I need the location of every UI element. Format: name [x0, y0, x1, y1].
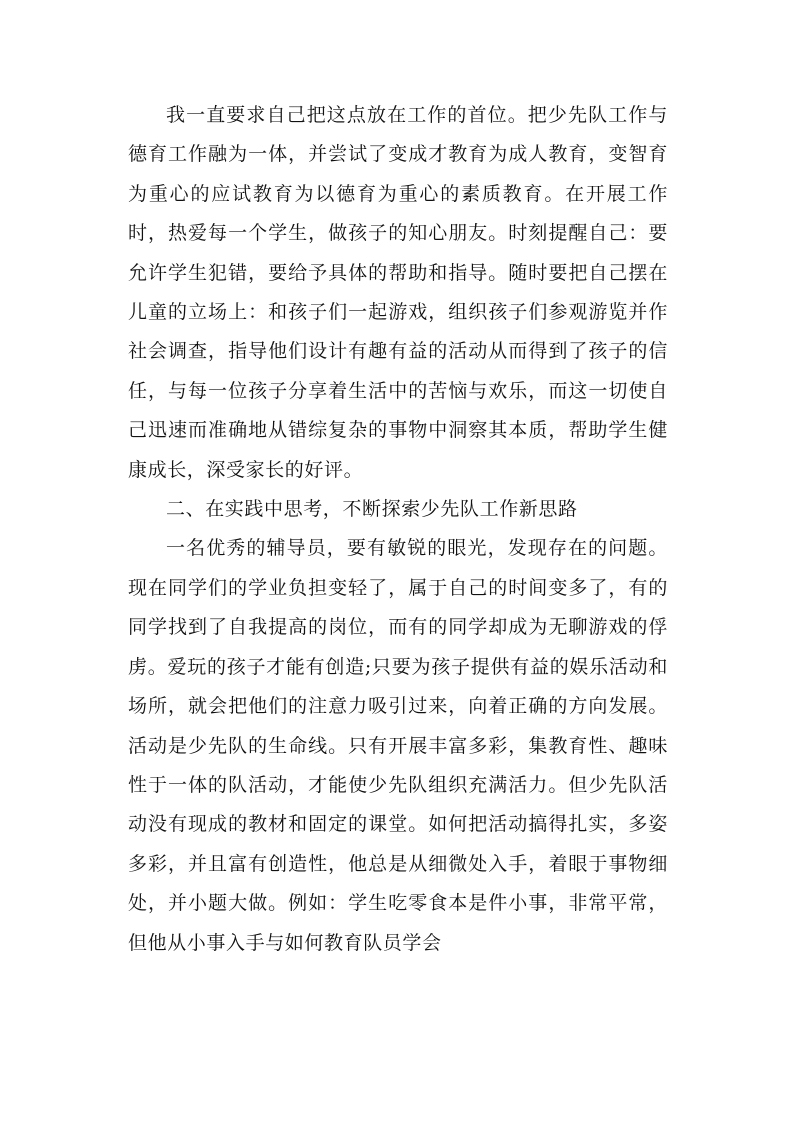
paragraph: 我一直要求自己把这点放在工作的首位。把少先队工作与德育工作融为一体，并尝试了变成才教育为成人教育，变智育为重心的应试教育为以德育为重心的素质教育。在开展工作时，热爱每一个学生，做孩子的知心朋友。时刻提醒自己：要允许学生犯错，要给予具体的帮助和指导。随时要把自己摆在儿童的立场上：和孩子们一起游戏，组织孩子们参观游览并作社会调查，指导他们设计有趣有益的活动从而得到了孩子的信任，与每一位孩子分享着生活中的苦恼与欢乐，而这一切使自己迅速而准确地从错综复杂的事物中洞察其本质，帮助学生健康成长，深受家长的好评。	[128, 104, 668, 481]
section-heading: 二、在实践中思考，不断探索少先队工作新思路	[166, 498, 578, 521]
paragraph: 一名优秀的辅导员，要有敏锐的眼光，发现存在的问题。现在同学们的学业负担变轻了，属于自己的时间变多了，有的同学找到了自我提高的岗位，而有的同学却成为无聊游戏的俘虏。爱玩的孩子才能有创造;只要为孩子提供有益的娱乐活动和场所，就会把他们的注意力吸引过来，向着正确的方向发展。活动是少先队的生命线。只有开展丰富多彩，集教育性、趣味性于一体的队活动，才能使少先队组织充满活力。但少先队活动没有现成的教材和固定的课堂。如何把活动搞得扎实，多姿多彩，并且富有创造性，他总是从细微处入手，着眼于事物细处，并小题大做。例如：学生吃零食本是件小事，非常平常，但他从小事入手与如何教育队员学会	[128, 537, 668, 954]
document-body	[128, 96, 668, 963]
